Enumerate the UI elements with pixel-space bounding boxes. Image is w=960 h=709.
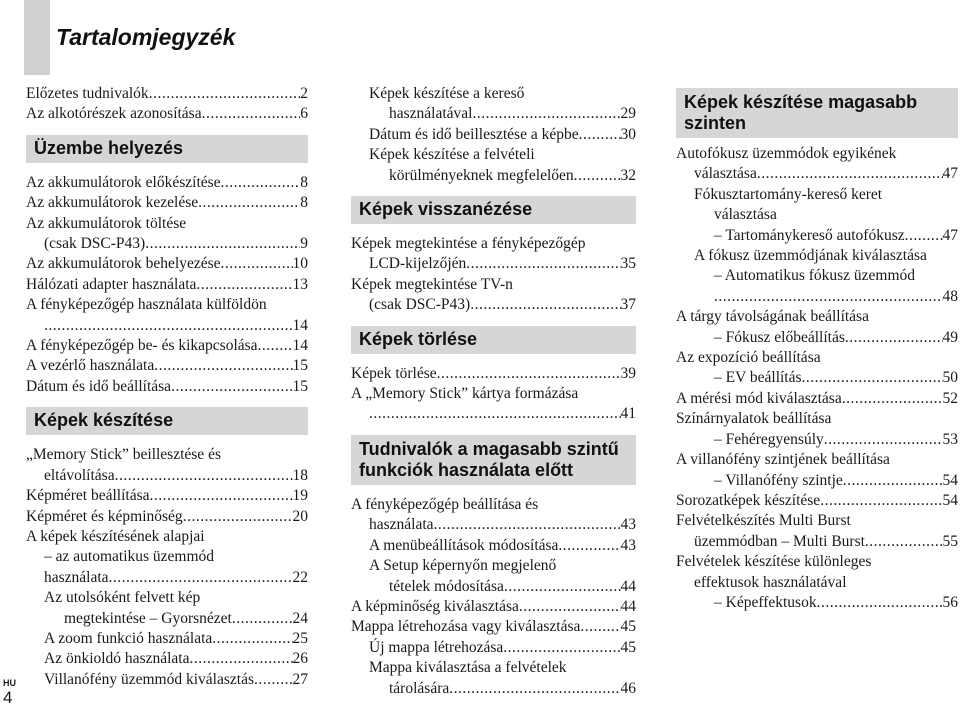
toc-entry-text: A „Memory Stick” kártya formázása xyxy=(351,385,579,403)
toc-page-number: 2 xyxy=(300,85,308,102)
toc-entry-text: használata xyxy=(369,516,434,534)
dot-leader xyxy=(558,536,620,556)
toc-entry-text: Az alkotórészek azonosítása xyxy=(26,105,202,123)
toc-entry[interactable] xyxy=(26,527,308,588)
toc-line xyxy=(26,670,308,690)
toc-entry-text: A képminőség kiválasztása xyxy=(351,597,519,615)
toc-entry-text: Képméret és képminőség xyxy=(26,507,183,525)
dot-leader xyxy=(258,336,293,356)
toc-page-number: 45 xyxy=(620,618,636,636)
toc-entry[interactable] xyxy=(351,556,636,597)
dot-leader xyxy=(369,404,621,424)
toc-entry-text: választása xyxy=(714,206,777,224)
dot-leader xyxy=(579,125,621,145)
toc-entry-text: Képek megtekintése a fényképezőgép xyxy=(351,235,586,253)
toc-entry-text: (csak DSC-P43) xyxy=(44,235,146,253)
toc-entry-text: A fókusz üzemmódjának kiválasztása xyxy=(694,247,927,265)
dot-leader xyxy=(149,84,301,104)
dot-leader xyxy=(145,234,300,254)
toc-page-number: 44 xyxy=(620,597,636,615)
dot-leader xyxy=(580,617,620,637)
toc-line xyxy=(676,532,958,552)
toc-line xyxy=(351,364,636,384)
toc-entry[interactable] xyxy=(676,185,958,246)
toc-entry-text: Hálózati adapter használata xyxy=(26,275,197,293)
toc-page-number: 50 xyxy=(942,369,958,387)
dot-leader xyxy=(504,577,621,597)
toc-entry[interactable] xyxy=(676,450,958,491)
toc-entry-text: Képek készítése a felvételi xyxy=(369,146,535,164)
dot-leader xyxy=(221,254,293,274)
dot-leader xyxy=(196,275,292,295)
toc-page-number: 54 xyxy=(942,471,958,489)
dot-leader xyxy=(574,166,621,186)
toc-line xyxy=(26,336,308,356)
toc-page-number: 35 xyxy=(620,255,636,273)
toc-line xyxy=(26,377,308,397)
page-number: 4 xyxy=(3,688,13,707)
toc-entry[interactable] xyxy=(676,144,958,185)
dot-leader xyxy=(466,254,620,274)
toc-page-number: 26 xyxy=(292,650,308,668)
toc-line xyxy=(676,430,958,450)
toc-entry-text: (csak DSC-P43) xyxy=(369,296,471,314)
toc-page-number: 13 xyxy=(292,275,308,293)
toc-entry-text: Az akkumulátorok kezelése xyxy=(26,194,199,212)
dot-leader xyxy=(198,193,300,213)
toc-column-1 xyxy=(26,84,308,690)
toc-entry[interactable] xyxy=(26,649,308,669)
toc-entry[interactable] xyxy=(351,638,636,658)
toc-entry-text: Dátum és idő beillesztése a képbe xyxy=(369,125,579,143)
toc-entry-text: „Memory Stick” beillesztése és xyxy=(26,446,221,464)
toc-page-number: 24 xyxy=(292,609,308,627)
toc-page-number: 18 xyxy=(292,466,308,484)
toc-entry-text: A Setup képernyőn megjelenő xyxy=(369,557,557,575)
toc-entry-text: használatával xyxy=(389,105,473,123)
toc-line xyxy=(351,104,636,124)
toc-entry-text: üzemmódban – Multi Burst xyxy=(694,532,865,550)
toc-entry[interactable] xyxy=(26,295,308,336)
toc-entry[interactable] xyxy=(26,356,308,376)
toc-page-number: 41 xyxy=(620,405,636,423)
toc-entry-text: Előzetes tudnivalók xyxy=(26,85,149,102)
side-tab-bar xyxy=(24,0,50,75)
toc-entry[interactable] xyxy=(351,384,636,425)
dot-leader xyxy=(434,515,621,535)
dot-leader xyxy=(802,368,943,388)
toc-page-number: 52 xyxy=(942,389,958,407)
toc-entry-text: eltávolítása xyxy=(44,466,115,484)
toc-entry[interactable] xyxy=(26,377,308,397)
dot-leader xyxy=(824,430,943,450)
dot-leader xyxy=(757,164,943,184)
toc-entry-text: effektusok használatával xyxy=(694,573,847,591)
toc-page-number: 14 xyxy=(292,316,308,334)
toc-entry[interactable] xyxy=(26,275,308,295)
dot-leader xyxy=(44,316,293,336)
toc-entry-text: tételek módosítása xyxy=(389,577,504,595)
toc-entry-text: körülményeknek megfelelően xyxy=(389,166,574,184)
toc-page-number: 55 xyxy=(942,532,958,550)
toc-line xyxy=(351,679,636,699)
toc-entry[interactable] xyxy=(351,658,636,699)
toc-line xyxy=(26,84,308,104)
toc-page-number: 43 xyxy=(620,516,636,534)
dot-leader xyxy=(115,466,293,486)
toc-entry[interactable] xyxy=(351,145,636,186)
toc-entry-text: Dátum és idő beállítása xyxy=(26,377,172,395)
toc-line xyxy=(676,226,958,246)
dot-leader xyxy=(905,226,943,246)
toc-entry[interactable] xyxy=(676,511,958,552)
section-heading: Képek visszanézése xyxy=(351,196,636,224)
toc-page-number: 54 xyxy=(942,491,958,509)
toc-entry[interactable] xyxy=(351,495,636,536)
toc-entry-text: Sorozatképek készítése xyxy=(676,491,821,509)
toc-page-number: 10 xyxy=(292,255,308,273)
toc-line xyxy=(676,389,958,409)
toc-entry-text: A menübeállítások módosítása xyxy=(369,536,559,554)
toc-page-number: 37 xyxy=(620,296,636,314)
toc-entry-text: A vezérlő használata xyxy=(26,357,155,375)
dot-leader xyxy=(109,568,293,588)
toc-line xyxy=(26,649,308,669)
toc-entry[interactable] xyxy=(26,254,308,274)
toc-entry-text: Villanófény üzemmód kiválasztás xyxy=(44,670,254,688)
toc-page-number: 30 xyxy=(620,125,636,143)
toc-entry[interactable] xyxy=(26,104,308,124)
dot-leader xyxy=(437,364,621,384)
dot-leader xyxy=(212,629,292,649)
dot-leader xyxy=(503,638,620,658)
toc-entry[interactable] xyxy=(26,173,308,193)
toc-page-number: 56 xyxy=(942,593,958,611)
toc-entry-text: választása xyxy=(694,165,757,183)
toc-page-number: 46 xyxy=(620,679,636,697)
dot-leader xyxy=(817,593,943,613)
toc-entry-text: Az akkumulátorok előkészítése xyxy=(26,173,221,191)
toc-line xyxy=(351,515,636,535)
toc-line xyxy=(26,254,308,274)
toc-line xyxy=(351,404,636,424)
toc-line xyxy=(351,577,636,597)
toc-entry-text: A zoom funkció használata xyxy=(44,629,213,647)
toc-entry-text: Képek törlése xyxy=(351,364,437,382)
toc-entry-text: Az akkumulátorok behelyezése xyxy=(26,255,221,273)
section-heading: Képek törlése xyxy=(351,326,636,354)
toc-page-number: 22 xyxy=(292,568,308,586)
dot-leader xyxy=(519,597,621,617)
toc-page-number: 47 xyxy=(942,226,958,244)
toc-line xyxy=(26,234,308,254)
toc-entry[interactable] xyxy=(351,84,636,125)
toc-page-number: 9 xyxy=(300,235,308,253)
toc-line xyxy=(676,368,958,388)
toc-entry-text: A képek készítésének alapjai xyxy=(26,527,205,545)
toc-entry-text: – az automatikus üzemmód xyxy=(44,548,215,566)
toc-line xyxy=(26,629,308,649)
toc-line xyxy=(676,471,958,491)
toc-column-2 xyxy=(351,84,636,699)
toc-entry-text: Képméret beállítása xyxy=(26,487,150,505)
toc-entry-text: A fényképezőgép be- és kikapcsolása xyxy=(26,337,258,355)
toc-line xyxy=(351,617,636,637)
dot-leader xyxy=(449,679,620,699)
toc-line xyxy=(676,593,958,613)
toc-entry[interactable] xyxy=(26,629,308,649)
toc-entry[interactable] xyxy=(351,234,636,275)
dot-leader xyxy=(202,104,301,124)
toc-line xyxy=(26,316,308,336)
toc-entry[interactable] xyxy=(676,307,958,348)
toc-entry-text: Autofókusz üzemmódok egyikének xyxy=(676,145,897,162)
toc-line xyxy=(26,356,308,376)
toc-entry-text: – Képeffektusok xyxy=(714,593,817,611)
section-heading: Üzembe helyezés xyxy=(26,135,308,163)
toc-entry-text: – Fókusz előbeállítás xyxy=(714,328,845,346)
dot-leader xyxy=(154,356,292,376)
language-code: HU xyxy=(3,678,16,688)
toc-line xyxy=(26,275,308,295)
dot-leader xyxy=(843,471,943,491)
toc-entry[interactable] xyxy=(676,409,958,450)
toc-entry[interactable] xyxy=(26,670,308,690)
dot-leader xyxy=(472,104,620,124)
toc-line xyxy=(351,254,636,274)
toc-entry[interactable] xyxy=(26,507,308,527)
toc-entry[interactable] xyxy=(351,617,636,637)
dot-leader xyxy=(470,295,620,315)
toc-line xyxy=(26,173,308,193)
section-heading: Tudnivalók a magasabb szintű funkciók használata előtt xyxy=(351,435,636,485)
toc-entry-text: Felvételkészítés Multi Burst xyxy=(676,512,851,530)
toc-line xyxy=(351,295,636,315)
toc-entry[interactable] xyxy=(26,588,308,629)
toc-entry-text: A fényképezőgép használata külföldön xyxy=(26,296,267,314)
toc-line xyxy=(676,491,958,511)
toc-page-number: 25 xyxy=(292,629,308,647)
toc-line xyxy=(351,597,636,617)
toc-entry[interactable] xyxy=(26,445,308,486)
dot-leader xyxy=(254,670,293,690)
toc-page-number: 32 xyxy=(620,166,636,184)
toc-line xyxy=(26,486,308,506)
toc-page-number: 29 xyxy=(620,105,636,123)
toc-page-number: 39 xyxy=(620,364,636,382)
toc-line xyxy=(26,104,308,124)
toc-entry[interactable] xyxy=(676,348,958,389)
toc-entry-text: tárolására xyxy=(389,679,450,697)
toc-entry[interactable] xyxy=(26,486,308,506)
toc-entry[interactable] xyxy=(676,389,958,409)
toc-entry-text: A villanófény szintjének beállítása xyxy=(676,451,890,469)
toc-entry-text: – Villanófény szintje xyxy=(714,471,843,489)
toc-page-number: 8 xyxy=(300,173,308,191)
toc-entry[interactable] xyxy=(26,193,308,213)
dot-leader xyxy=(171,377,292,397)
dot-leader xyxy=(865,532,943,552)
toc-entry-text: Fókusztartomány-kereső keret xyxy=(694,185,883,203)
toc-page-number: 8 xyxy=(300,194,308,212)
toc-entry[interactable] xyxy=(676,491,958,511)
toc-page-number: 53 xyxy=(942,430,958,448)
toc-entry-text: Mappa kiválasztása a felvételek xyxy=(369,659,567,677)
toc-page-number: 45 xyxy=(620,638,636,656)
toc-line xyxy=(26,507,308,527)
toc-entry-text: Az utolsóként felvett kép xyxy=(44,589,201,607)
toc-line xyxy=(26,466,308,486)
toc-entry-text: – Fehéregyensúly xyxy=(714,430,824,448)
dot-leader xyxy=(845,328,943,348)
toc-column-3 xyxy=(676,84,958,613)
toc-line xyxy=(351,166,636,186)
toc-entry[interactable] xyxy=(26,214,308,255)
toc-entry-text: Felvételek készítése különleges xyxy=(676,553,872,571)
toc-entry-text: Képek készítése a kereső xyxy=(369,85,525,102)
toc-entry-text: LCD-kijelzőjén xyxy=(369,255,467,273)
toc-line xyxy=(351,125,636,145)
toc-entry-text: – Automatikus fókusz üzemmód xyxy=(714,267,916,285)
toc-entry[interactable] xyxy=(351,125,636,145)
section-heading: Képek készítése xyxy=(26,407,308,435)
toc-page-number: 6 xyxy=(300,105,308,123)
toc-entry[interactable] xyxy=(26,336,308,356)
toc-line xyxy=(351,536,636,556)
dot-leader xyxy=(820,491,942,511)
toc-line xyxy=(676,328,958,348)
dot-leader xyxy=(221,173,301,193)
dot-leader xyxy=(183,507,293,527)
toc-entry[interactable] xyxy=(351,275,636,316)
toc-entry-text: A tárgy távolságának beállítása xyxy=(676,308,869,326)
toc-entry-text: Az akkumulátorok töltése xyxy=(26,214,187,232)
toc-entry-text: Az önkioldó használata xyxy=(44,650,190,668)
toc-page-number: 49 xyxy=(942,328,958,346)
dot-leader xyxy=(189,649,292,669)
toc-page-number: 47 xyxy=(942,165,958,183)
toc-entry[interactable] xyxy=(26,84,308,104)
toc-line xyxy=(26,609,308,629)
toc-entry-text: A fényképezőgép beállítása és xyxy=(351,495,539,513)
toc-entry-text: – EV beállítás xyxy=(714,369,802,387)
toc-entry[interactable] xyxy=(351,597,636,617)
toc-entry[interactable] xyxy=(676,552,958,613)
toc-entry-text: használata xyxy=(44,568,109,586)
toc-line xyxy=(676,287,958,307)
dot-leader xyxy=(842,389,943,409)
toc-page-number: 19 xyxy=(292,487,308,505)
dot-leader xyxy=(232,609,293,629)
toc-page-number: 20 xyxy=(292,507,308,525)
dot-leader xyxy=(714,287,943,307)
dot-leader xyxy=(150,486,293,506)
toc-page-number: 48 xyxy=(942,287,958,305)
toc-entry-text: Az expozíció beállítása xyxy=(676,349,821,367)
page-title: Tartalomjegyzék xyxy=(56,24,236,50)
toc-entry-text: Új mappa létrehozása xyxy=(369,638,504,656)
toc-line xyxy=(26,193,308,213)
section-heading: Képek készítése magasabb szinten xyxy=(676,88,958,138)
toc-entry-text: Színárnyalatok beállítása xyxy=(676,410,832,428)
toc-line xyxy=(26,568,308,588)
toc-line xyxy=(351,638,636,658)
toc-entry-text: Képek megtekintése TV-n xyxy=(351,275,513,293)
toc-entry[interactable] xyxy=(351,364,636,384)
toc-entry-text: – Tartománykereső autofókusz xyxy=(714,226,905,244)
toc-entry-text: Mappa létrehozása vagy kiválasztása xyxy=(351,618,581,636)
toc-page-number: 14 xyxy=(292,337,308,355)
toc-page-number: 43 xyxy=(620,536,636,554)
toc-page-number: 15 xyxy=(292,357,308,375)
toc-entry-text: megtekintése – Gyorsnézet xyxy=(64,609,232,627)
toc-page-number: 27 xyxy=(292,670,308,688)
toc-page-number: 15 xyxy=(292,377,308,395)
toc-line xyxy=(676,164,958,184)
toc-entry[interactable] xyxy=(351,536,636,556)
toc-entry[interactable] xyxy=(676,246,958,307)
toc-entry-text: A mérési mód kiválasztása xyxy=(676,389,842,407)
toc-page-number: 44 xyxy=(620,577,636,595)
